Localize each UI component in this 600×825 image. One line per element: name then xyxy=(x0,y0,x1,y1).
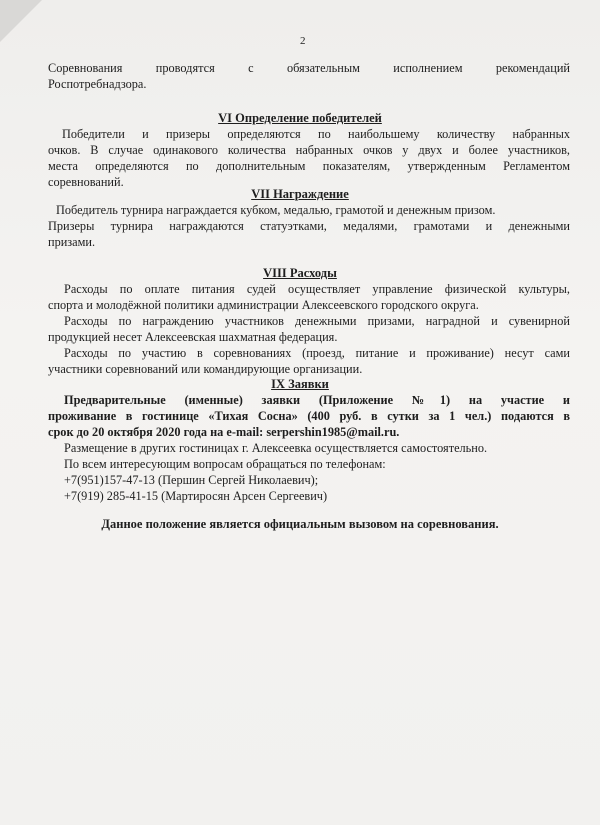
applications-bold-line-1: Предварительные (именные) заявки (Приложение №1) на участие и xyxy=(64,393,570,407)
intro-paragraph xyxy=(48,60,570,92)
expenses-line-6: участники соревнований или командирующие организации. xyxy=(48,362,363,376)
expenses-line-1: Расходы по оплате питания судей осуществляет управление физической культуры, xyxy=(64,282,570,296)
applications-line-2: По всем интересующим вопросам обращаться по телефонам: xyxy=(64,457,386,471)
phone-1: +7(951)157-47-13 (Першин Сергей Николаевич); xyxy=(64,473,319,487)
winners-line-4: соревнований. xyxy=(48,175,124,189)
phone-2: +7(919) 285-41-15 (Мартиросян Арсен Сергеевич) xyxy=(64,489,328,503)
section-heading-awards: VII Награждение xyxy=(251,187,349,201)
winners-paragraph xyxy=(48,126,570,190)
page-number: 2 xyxy=(300,35,306,47)
section-heading-applications: IX Заявки xyxy=(271,377,329,391)
awards-line-3: призами. xyxy=(48,235,96,249)
applications-bold-line-3: срок до 20 октября 2020 года на e-mail: serpershin1985@mail.ru. xyxy=(48,425,400,439)
expenses-line-4: продукцией несет Алексеевская шахматная федерация. xyxy=(48,330,338,344)
awards-line-2: Призеры турнира награждаются статуэтками, медалями, грамотами и денежными xyxy=(48,219,570,233)
intro-line-2: Роспотребнадзора. xyxy=(48,77,147,91)
closing-statement: Данное положение является официальным вызовом на соревнования. xyxy=(101,517,499,531)
section-heading-winners: VI Определение победителей xyxy=(218,111,382,125)
expenses-line-3: Расходы по награждению участников денежными призами, наградной и сувенирной xyxy=(64,314,570,328)
intro-line-1: Соревнования проводятся с обязательным исполнением рекомендаций xyxy=(48,61,570,75)
winners-line-3: места определяются по дополнительным показателям, утвержденным Регламентом xyxy=(48,159,570,173)
applications-paragraph xyxy=(48,392,570,504)
expenses-line-2: спорта и молодёжной политики администрации Алексеевского городского округа. xyxy=(48,298,479,312)
expenses-paragraph xyxy=(48,281,570,377)
awards-line-1: Победитель турнира награждается кубком, медалью, грамотой и денежным призом. xyxy=(56,203,496,217)
applications-bold-line-2: проживание в гостинице «Тихая Сосна» (400 руб. в сутки за 1 чел.) подаются в xyxy=(48,409,570,423)
folded-corner xyxy=(0,0,42,42)
applications-line-1: Размещение в других гостиницах г. Алексеевка осуществляется самостоятельно. xyxy=(64,441,488,455)
section-heading-expenses: VIII Расходы xyxy=(263,266,337,280)
awards-paragraph xyxy=(48,202,570,250)
expenses-line-5: Расходы по участию в соревнованиях (проезд, питание и проживание) несут сами xyxy=(64,346,570,360)
winners-line-2: очков. В случае одинакового количества набранных очков у двух и более участников, xyxy=(48,143,570,157)
winners-line-1: Победители и призеры определяются по наибольшему количеству набранных xyxy=(62,127,570,141)
